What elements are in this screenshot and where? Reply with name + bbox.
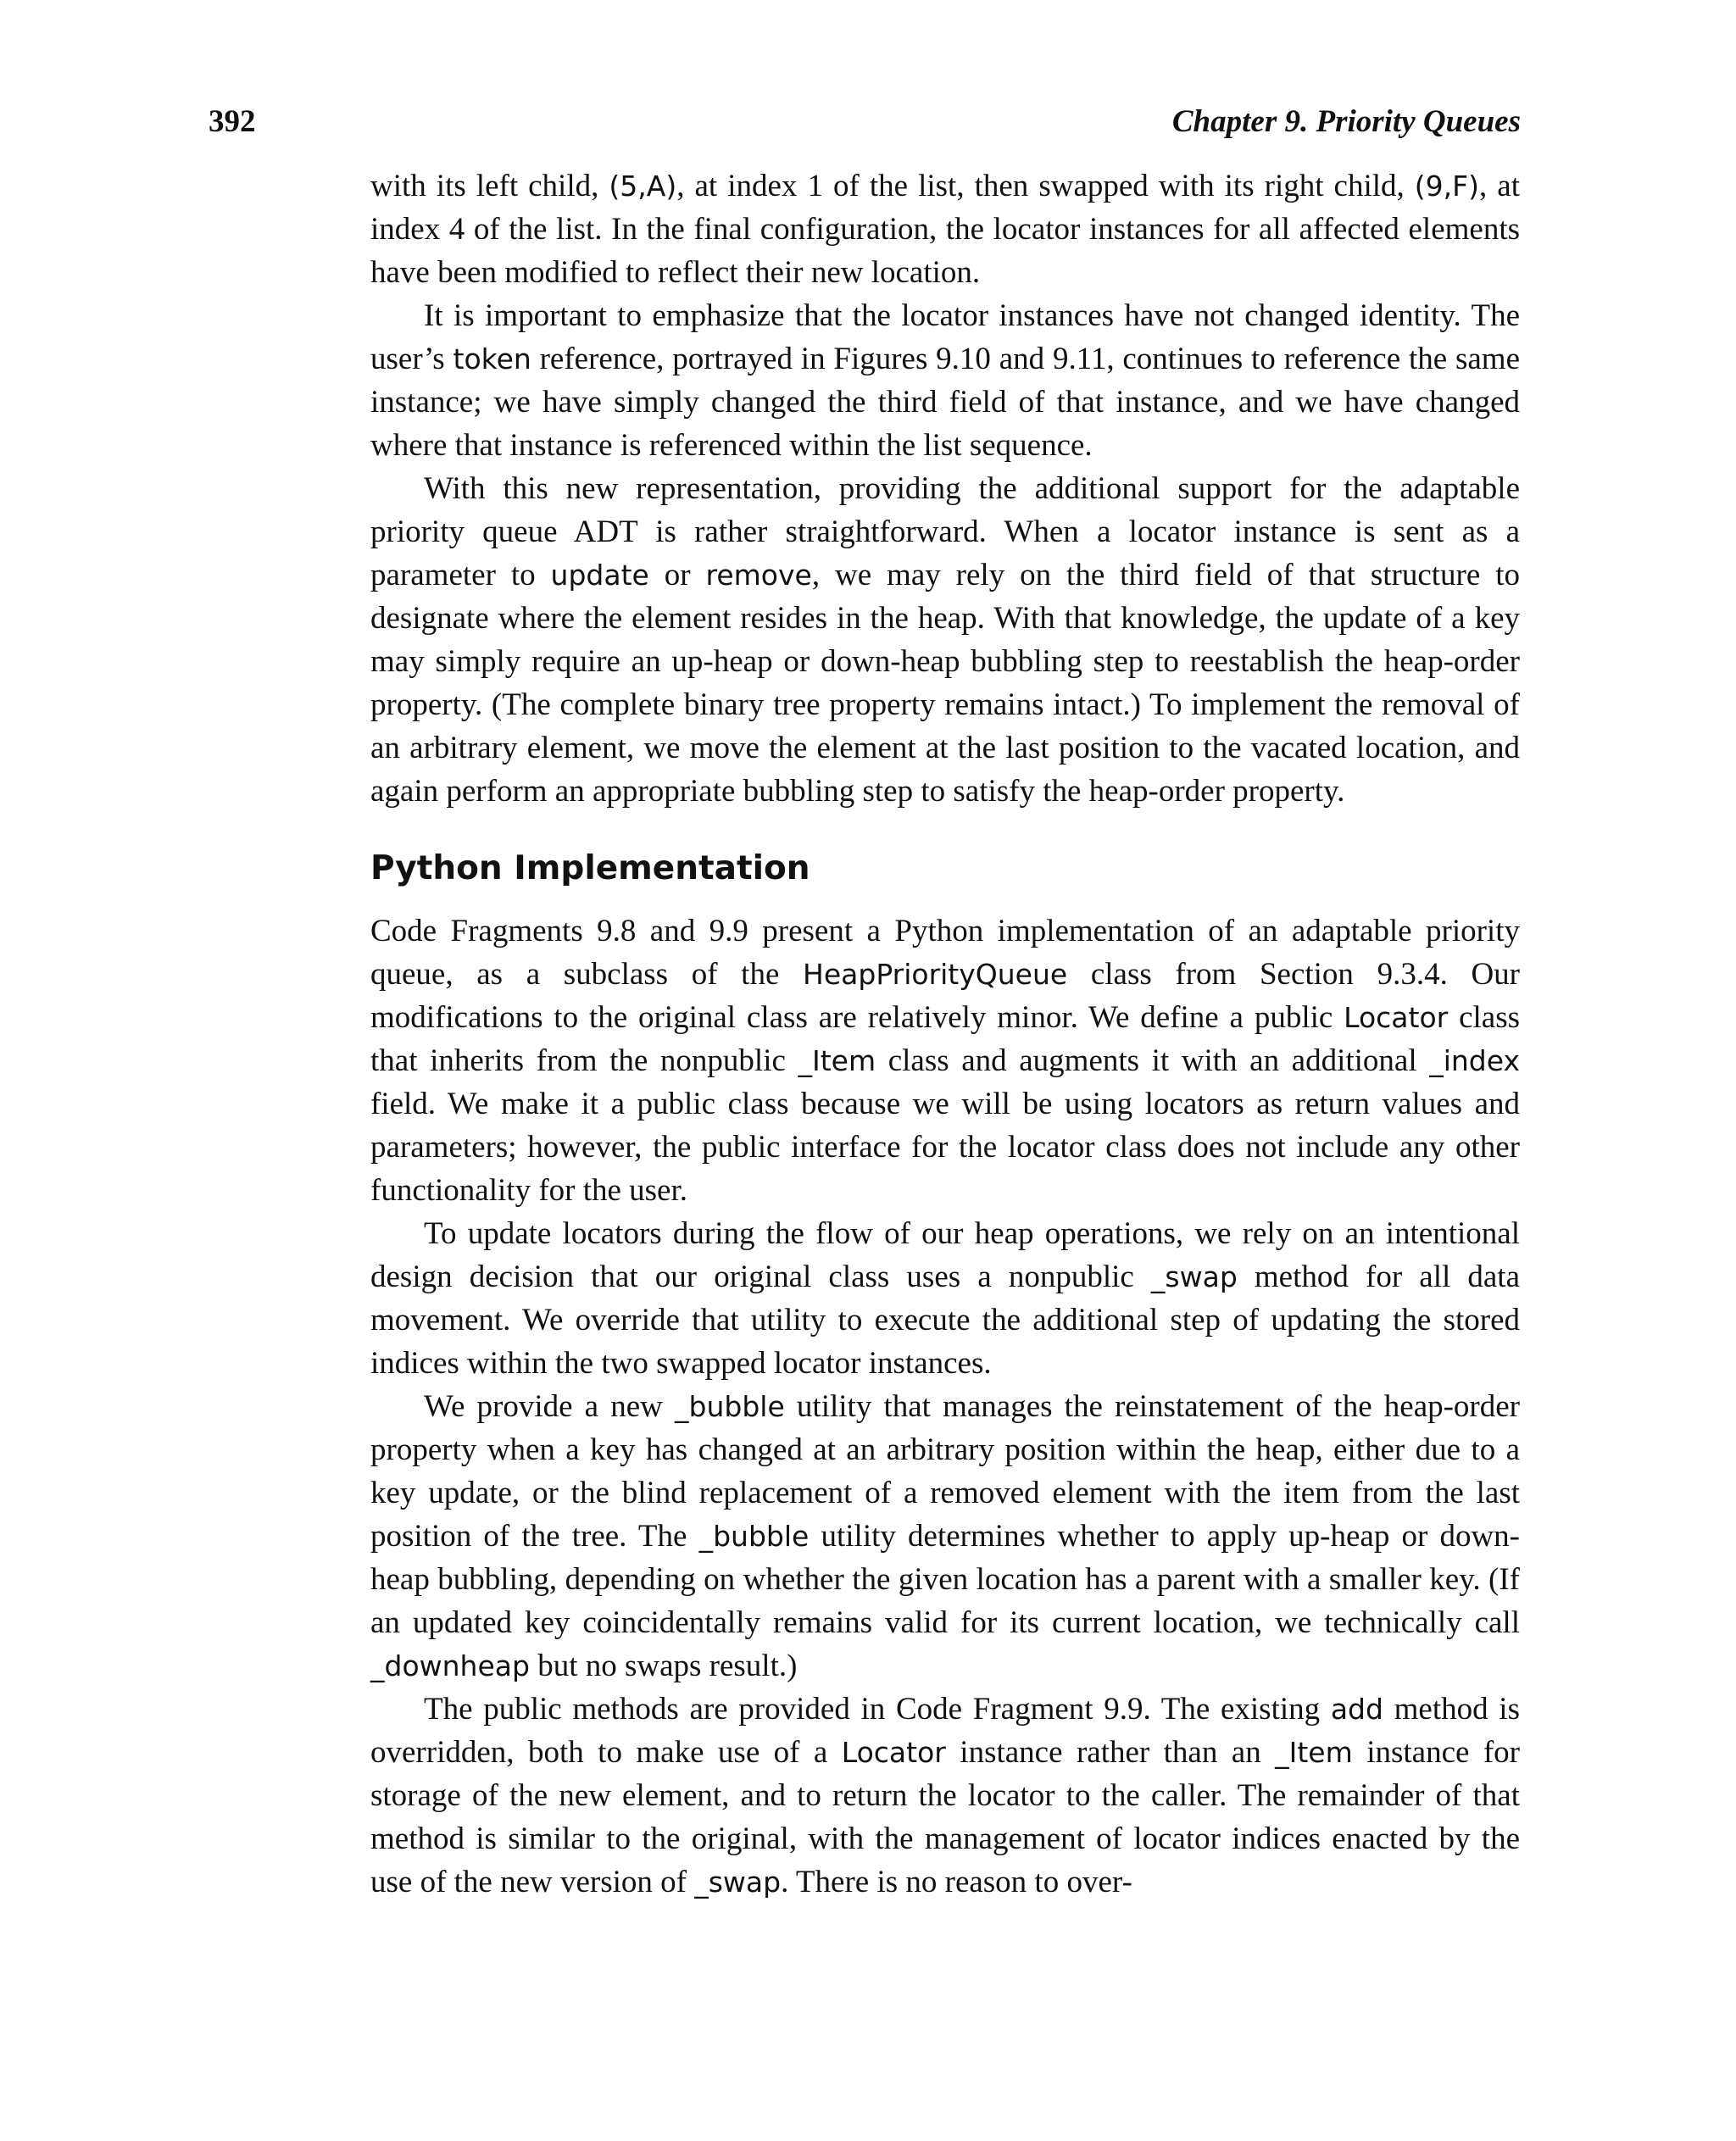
page-number: 392 <box>209 104 256 139</box>
text-run: reference, portrayed in Figures 9.10 and 9.11, continues to reference the same instance; we have simply changed the third field of that instance, and we have changed where that instance is referenced within the list sequence. <box>370 342 1520 463</box>
text-run: method for all data movement. We override that utility to execute the additional step of updating the stored indices within the two swapped locator instances. <box>370 1260 1520 1381</box>
inline-code: HeapPriorityQueue <box>803 958 1068 991</box>
inline-code: token <box>453 342 531 375</box>
text-run: class from Section 9.3.4. Our modifications to the original class are relatively minor. We define a public <box>370 957 1521 1035</box>
text-run: instance rather than an <box>945 1735 1276 1770</box>
inline-code: _Item <box>798 1044 876 1077</box>
inline-code: Locator <box>1344 1001 1449 1034</box>
inline-code: _swap <box>1150 1260 1238 1293</box>
section-heading: Python Implementation <box>370 849 810 887</box>
inline-code: add <box>1330 1693 1383 1726</box>
text-run: with its left child, <box>370 169 609 203</box>
text-run: utility that manages the reinstatement of the heap-order property when a key has changed at an arbitrary position within the heap, either due to a key update, or the blind replacement of a removed element with the item from the last position of the tree. The <box>370 1389 1520 1554</box>
text-run: , at index 4 of the list. In the final configuration, the locator instances for all affected elements have been modified to reflect their new location. <box>370 169 1520 290</box>
paragraph <box>370 1212 1520 1385</box>
inline-code: _downheap <box>370 1649 530 1682</box>
inline-code: _bubble <box>675 1390 785 1423</box>
text-run: , at index 1 of the list, then swapped with its right child, <box>676 169 1415 203</box>
inline-code: (5,A) <box>609 170 677 203</box>
text-run: but no swaps result.) <box>529 1649 798 1683</box>
paragraph <box>370 467 1520 813</box>
text-run: field. We make it a public class because we will be using locators as return values and parameters; however, the public interface for the locator class does not include any other functionality for the user. <box>370 1087 1520 1208</box>
text-run: utility determines whether to apply up-heap or down-heap bubbling, depending on whether the given location has a parent with a smaller key. (If an updated key coincidentally remains valid for its current location, we technically call <box>370 1519 1521 1640</box>
inline-code: _bubble <box>698 1520 810 1553</box>
paragraph <box>370 164 1520 294</box>
inline-code: _index <box>1429 1044 1521 1077</box>
text-run: or <box>648 558 706 592</box>
inline-code: Locator <box>841 1736 946 1769</box>
text-run: It is important to emphasize that the locator instances have not changed identity. The user’s <box>370 298 1520 376</box>
paragraph <box>370 909 1520 1212</box>
inline-code: update <box>550 559 649 592</box>
running-head: Chapter 9. Priority Queues <box>1171 104 1521 139</box>
text-run: With this new representation, providing the additional support for the adaptable priority queue ADT is rather straightforward. When a locator instance is sent as a parameter to <box>370 471 1520 592</box>
text-run: method is overridden, both to make use of a <box>370 1692 1520 1770</box>
paragraph <box>370 1688 1520 1904</box>
paragraph <box>370 1385 1520 1688</box>
text-run: The public methods are provided in Code Fragment 9.9. The existing <box>424 1692 1331 1727</box>
page-header <box>209 98 1521 146</box>
text-run: . There is no reason to over- <box>781 1865 1132 1899</box>
paragraph <box>370 294 1520 467</box>
text-run: , we may rely on the third field of that structure to designate where the element resides in the heap. With that knowledge, the update of a key may simply require an up-heap or down-heap bubbling step to reestablish the heap-order property. (The complete binary tree property remains intact.) To implement the removal of an arbitrary element, we move the element at the last position to the vacated location, and again perform an appropriate bubbling step to satisfy the heap-order property. <box>370 558 1520 809</box>
text-run: Code Fragments 9.8 and 9.9 present a Python implementation of an adaptable priority queue, as a subclass of the <box>370 914 1520 992</box>
text-run: To update locators during the flow of our heap operations, we rely on an intentional design decision that our original class uses a nonpublic <box>370 1216 1520 1294</box>
text-run: class that inherits from the nonpublic <box>370 1000 1520 1078</box>
inline-code: remove <box>705 559 812 592</box>
text-run: instance for storage of the new element, and to return the locator to the caller. The remainder of that method is similar to the original, with the management of locator indices enacted by the use of the new version of <box>370 1735 1520 1899</box>
inline-code: _Item <box>1275 1736 1353 1769</box>
inline-code: _swap <box>694 1866 782 1899</box>
text-run: class and augments it with an additional <box>876 1043 1430 1078</box>
text-run: We provide a new <box>424 1389 676 1424</box>
page-body <box>370 164 1520 1904</box>
inline-code: (9,F) <box>1414 170 1480 203</box>
